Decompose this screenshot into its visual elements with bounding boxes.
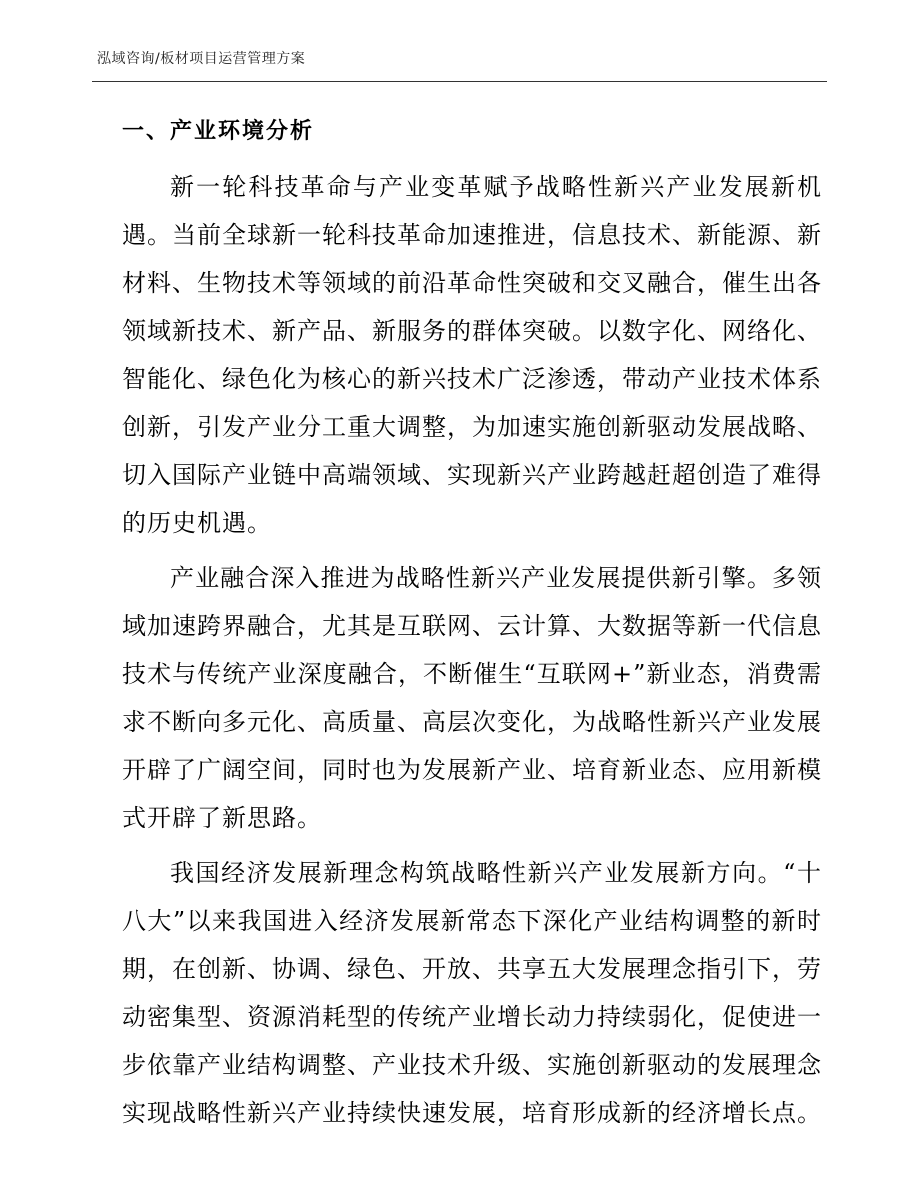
paragraph-2: 产业融合深入推进为战略性新兴产业发展提供新引擎。多领域加速跨界融合，尤其是互联网、云计算、大数据等新一代信息技术与传统产业深度融合，不断催生“互联网+”新业态，消费需求不断向多元化、高质量、高层次变化，为战略性新兴产业发展开辟了广阔空间，同时也为发展新产业、培育新业态、应用新模式开辟了新思路。 <box>122 564 822 832</box>
header-divider <box>92 81 827 82</box>
body-text <box>122 163 822 1137</box>
running-header: 泓域咨询/板材项目运营管理方案 <box>97 51 306 67</box>
paragraph-1: 新一轮科技革命与产业变革赋予战略性新兴产业发展新机遇。当前全球新一轮科技革命加速推进，信息技术、新能源、新材料、生物技术等领域的前沿革命性突破和交叉融合，催生出各领域新技术、新产品、新服务的群体突破。以数字化、网络化、智能化、绿色化为核心的新兴技术广泛渗透，带动产业技术体系创新，引发产业分工重大调整，为加速实施创新驱动发展战略、切入国际产业链中高端领域、实现新兴产业跨越赶超创造了难得的历史机遇。 <box>122 173 822 537</box>
paragraph-3: 我国经济发展新理念构筑战略性新兴产业发展新方向。“十八大”以来我国进入经济发展新常态下深化产业结构调整的新时期，在创新、协调、绿色、开放、共享五大发展理念指引下，劳动密集型、资源消耗型的传统产业增长动力持续弱化，促使进一步依靠产业结构调整、产业技术升级、实施创新驱动的发展理念实现战略性新兴产业持续快速发展，培育形成新的经济增长点。 <box>122 859 822 1127</box>
section-heading: 一、产业环境分析 <box>122 119 315 144</box>
